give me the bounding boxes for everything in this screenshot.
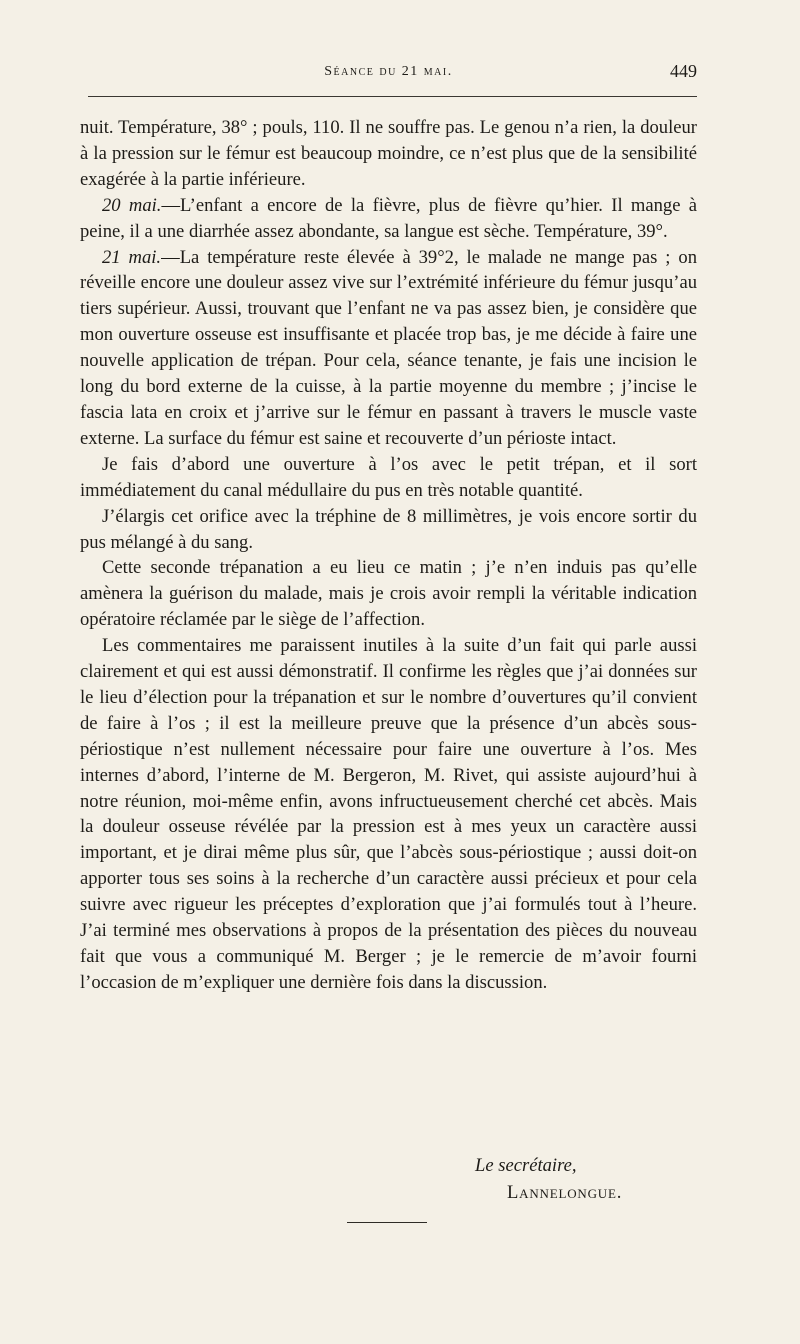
page-number: 449 [670, 61, 697, 81]
page-header [80, 60, 697, 86]
signature-name: Lannelongue. [507, 1182, 623, 1203]
header-rule [88, 96, 697, 97]
paragraph-4-text: Je fais d’abord une ouverture à l’os avec le petit trépan, et il sort immédiatement du canal médullaire du pus en très notable quantité. [80, 453, 697, 501]
document-page [80, 0, 697, 1344]
signature-role: Le secrétaire, [475, 1155, 577, 1176]
paragraph-1 [80, 115, 697, 193]
paragraph-2 [80, 193, 697, 245]
date-label-21-mai: 21 mai. [102, 246, 162, 268]
paragraph-3-text: —La température reste élevée à 39°2, le malade ne mange pas ; on réveille encore une douleur assez vive sur l’extrémité inférieure du fémur jusqu’au tiers supérieur. Aussi, trouvant que l’enfant ne va pas assez bien, je considère que mon ouverture osseuse est insuffisante et placée trop bas, je me décide à faire une nouvelle application de trépan. Pour cela, séance tenante, je fais une incision le long du bord externe de la cuisse, à la partie moyenne du membre ; j’incise le fascia lata en croix et j’arrive sur le fémur en passant à travers le muscle vaste externe. La surface du fémur est saine et recouverte d’un périoste intact. [80, 246, 698, 449]
paragraph-4 [80, 452, 697, 504]
end-rule [347, 1222, 427, 1223]
paragraph-6-text: Cette seconde trépanation a eu lieu ce matin ; j’e n’en induis pas qu’elle amènera la guérison du malade, mais je crois avoir rempli la véritable indication opératoire réclamée par le siège de l’affection. [80, 557, 697, 631]
paragraph-5-text: J’élargis cet orifice avec la tréphine de 8 millimètres, je vois encore sortir du pus mélangé à du sang. [80, 505, 697, 553]
paragraph-1-text: nuit. Température, 38° ; pouls, 110. Il ne souffre pas. Le genou n’a rien, la douleur à la pression sur le fémur est beaucoup moindre, ce n’est plus que de la sensibilité exagérée à la partie inférieure. [80, 117, 697, 190]
paragraph-5 [80, 504, 697, 556]
running-head: Séance du 21 mai. [324, 64, 453, 79]
paragraph-7-text: Les commentaires me paraissent inutiles à la suite d’un fait qui parle aussi clairement et qui est aussi démonstratif. Il confirme les règles que j’ai données sur le lieu d’élection pour la trépanation et sur le nombre d’ouvertures qu’il convient de faire à l’os ; il est la meilleure preuve que la présence d’un abcès sous-périostique n’est nullement nécessaire pour faire une ouverture à l’os. Mes internes d’abord, l’interne de M. Bergeron, M. Rivet, qui assiste aujourd’hui à notre réunion, moi-même enfin, avons infructueusement cherché cet abcès. Mais la douleur osseuse révélée par la pression est à mes yeux un caractère aussi important, et je dirai même plus sûr, que l’abcès sous-périostique ; aussi doit-on apporter tous ses soins à la recherche d’un caractère aussi précieux et pour cela suivre avec rigueur les préceptes d’exploration que j’ai formulés tout à l’heure. J’ai terminé mes observations à propos de la présentation des pièces du nouveau fait que vous a communiqué M. Berger ; je le remercie de m’avoir fourni l’occasion de m’expliquer une dernière fois dans la discussion. [80, 635, 697, 993]
paragraph-6 [80, 555, 697, 633]
paragraph-2-text: —L’enfant a encore de la fièvre, plus de fièvre qu’hier. Il mange à peine, il a une diarrhée assez abondante, sa langue est sèche. Température, 39°. [80, 194, 698, 242]
body-text [80, 115, 697, 996]
paragraph-7 [80, 633, 697, 996]
date-label-20-mai: 20 mai. [102, 194, 162, 216]
paragraph-3 [80, 245, 697, 452]
